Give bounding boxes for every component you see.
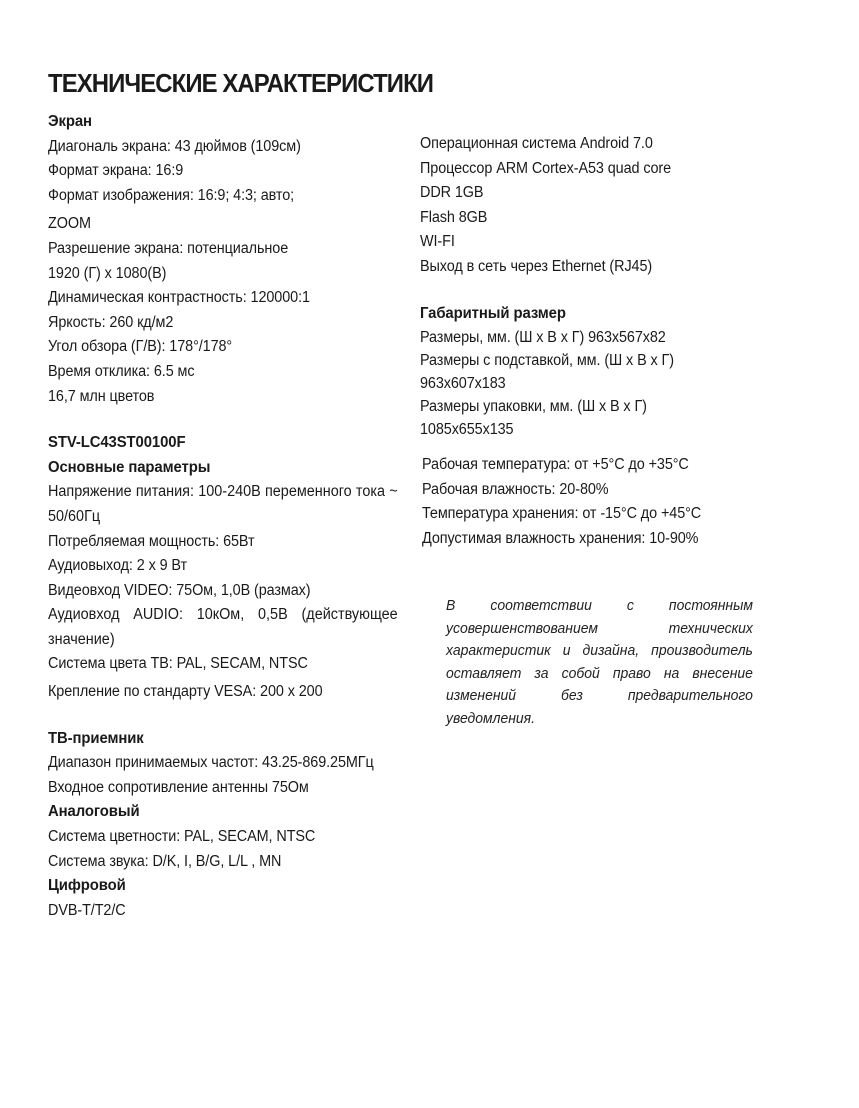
video-in: Видеовход VIDEO: 75Ом, 1,0В (размах) (48, 581, 311, 599)
viewing-angle: Угол обзора (Г/В): 178°/178° (48, 338, 233, 356)
storage-temperature: Температура хранения: от -15°С до +45°С (422, 505, 702, 523)
image-format: Формат изображения: 16:9; 4:3; авто; (48, 186, 295, 204)
storage-humidity: Допустимая влажность хранения: 10-90% (422, 529, 699, 547)
dimensions-heading: Габаритный размер (420, 304, 566, 322)
processor: Процессор ARM Cortex-A53 quad core (420, 159, 672, 177)
power-consumption: Потребляемая мощность: 65Вт (48, 532, 255, 550)
analog-sound-system: Система звука: D/K, I, B/G, L/L , MN (48, 852, 282, 870)
dimensions-package-label: Размеры упаковки, мм. (Ш х В х Г) (420, 398, 647, 416)
resolution: Разрешение экрана: потенциальное (48, 239, 289, 257)
vesa-mount: Крепление по стандарту VESA: 200 х 200 (48, 683, 323, 701)
flash: Flash 8GB (420, 208, 488, 226)
audio-out: Аудиовыход: 2 х 9 Вт (48, 557, 187, 575)
dimensions-package-value: 1085x655x135 (420, 421, 514, 439)
antenna-impedance: Входное сопротивление антенны 75Ом (48, 778, 309, 796)
ddr: DDR 1GB (420, 184, 484, 202)
brightness: Яркость: 260 кд/м2 (48, 313, 174, 331)
left-column (48, 110, 398, 923)
resolution-value: 1920 (Г) x 1080(В) (48, 264, 167, 282)
operating-humidity: Рабочая влажность: 20-80% (422, 480, 609, 498)
screen-diagonal: Диагональ экрана: 43 дюймов (109см) (48, 137, 301, 155)
screen-format: Формат экрана: 16:9 (48, 162, 184, 180)
digital-heading: Цифровой (48, 877, 126, 895)
image-format-zoom: ZOOM (48, 215, 91, 233)
operating-temperature: Рабочая температура: от +5°С до +35°С (422, 456, 689, 474)
dimensions-body: Размеры, мм. (Ш х В х Г) 963x567x82 (420, 329, 666, 347)
disclaimer-note: В соответствии с постоянным усовершенствованием технических характеристик и дизайна, производитель оставляет за собой право на внесение изменений без предварительного уведомления. (446, 597, 753, 727)
right-column (420, 132, 750, 552)
audio-in: Аудиовход AUDIO: 10кОм, 0,5В (действующее значение) (48, 606, 398, 648)
analog-color-system: Система цветности: PAL, SECAM, NTSC (48, 828, 316, 846)
colors: 16,7 млн цветов (48, 387, 155, 405)
tv-color-system: Система цвета ТВ: PAL, SECAM, NTSC (48, 655, 308, 673)
frequency-range: Диапазон принимаемых частот: 43.25-869.25МГц (48, 754, 374, 772)
response-time: Время отклика: 6.5 мс (48, 362, 195, 380)
analog-heading: Аналоговый (48, 803, 140, 821)
ethernet: Выход в сеть через Ethernet (RJ45) (420, 257, 653, 275)
dimensions-stand-value: 963x607x183 (420, 375, 506, 393)
tv-receiver-heading: ТВ-приемник (48, 729, 144, 747)
model-number: STV-LC43ST00100F (48, 434, 186, 452)
os: Операционная система Android 7.0 (420, 135, 653, 152)
screen-heading: Экран (48, 113, 92, 130)
page-title: ТЕХНИЧЕСКИЕ ХАРАКТЕРИСТИКИ (48, 68, 434, 98)
main-params-heading: Основные параметры (48, 458, 211, 476)
wifi: WI-FI (420, 233, 455, 251)
contrast: Динамическая контрастность: 120000:1 (48, 289, 310, 307)
power-supply: Напряжение питания: 100-240В переменного тока ~ 50/60Гц (48, 483, 398, 525)
dimensions-stand-label: Размеры с подставкой, мм. (Ш х В х Г) (420, 352, 674, 370)
digital-standard: DVB-T/T2/C (48, 901, 126, 919)
